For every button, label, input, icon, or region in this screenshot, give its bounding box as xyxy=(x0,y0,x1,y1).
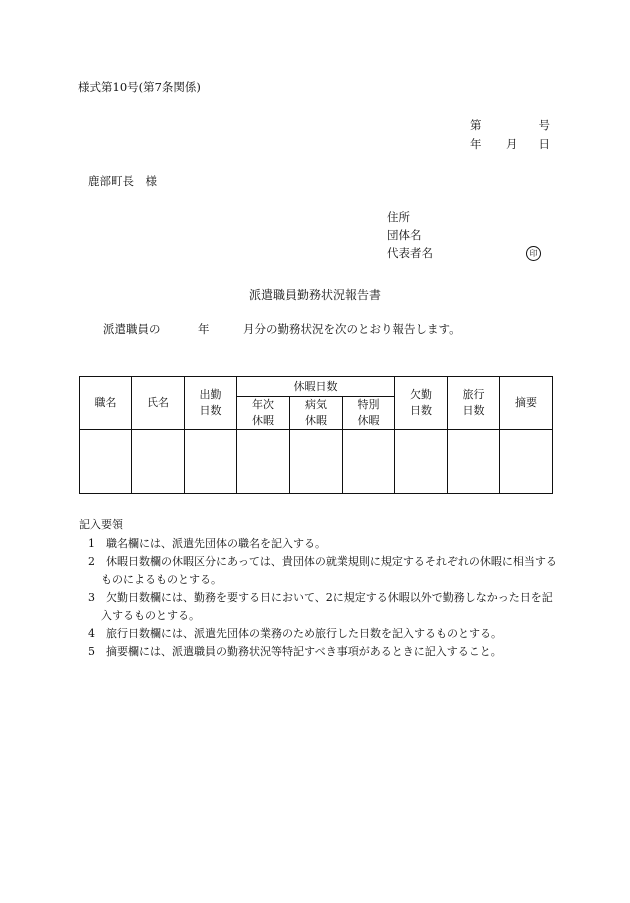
instruction-item: 1 職名欄には、派遣先団体の職名を記入する。 xyxy=(88,537,326,550)
applicant-representative-label: 代表者名 xyxy=(387,246,433,260)
instruction-item: 2 休暇日数欄の休暇区分にあっては、貴団体の就業規則に規定するそれぞれの休暇に相当するものによるものとする。 xyxy=(88,555,557,586)
instruction-item: 4 旅行日数欄には、派遣先団体の業務のため旅行した日数を記入するものとする。 xyxy=(88,627,502,640)
date-month: 月 xyxy=(506,137,518,151)
header-annual-leave: 年次休暇 xyxy=(237,397,290,430)
header-remarks: 摘要 xyxy=(500,377,553,430)
cell-annual-leave[interactable] xyxy=(237,430,290,494)
date-day: 日 xyxy=(538,137,550,151)
instruction-item: 3 欠勤日数欄には、勤務を要する日において、2に規定する休暇以外で勤務しなかった日を記入するものとする。 xyxy=(88,591,553,622)
cell-absence-days[interactable] xyxy=(395,430,448,494)
cell-sick-leave[interactable] xyxy=(290,430,343,494)
cell-remarks[interactable] xyxy=(500,430,553,494)
addressee: 鹿部町長 様 xyxy=(88,174,157,188)
applicant-organization-label: 団体名 xyxy=(387,228,422,242)
header-absence-days: 欠勤日数 xyxy=(395,377,448,430)
document-number-suffix: 号 xyxy=(538,118,550,132)
header-position: 職名 xyxy=(80,377,132,430)
instruction-item: 5 摘要欄には、派遣職員の勤務状況等特記すべき事項があるときに記入すること。 xyxy=(88,645,502,658)
document-number-prefix: 第 xyxy=(470,118,482,132)
cell-travel-days[interactable] xyxy=(448,430,500,494)
seal-mark: 印 xyxy=(526,246,541,261)
form-number: 様式第10号(第7条関係) xyxy=(78,80,201,94)
header-special-leave: 特別休暇 xyxy=(343,397,395,430)
cell-name[interactable] xyxy=(132,430,185,494)
instructions-heading: 記入要領 xyxy=(79,518,123,531)
date-year: 年 xyxy=(470,137,482,151)
cell-special-leave[interactable] xyxy=(343,430,395,494)
table-row xyxy=(80,430,553,494)
work-status-table xyxy=(79,376,553,494)
applicant-address-label: 住所 xyxy=(387,210,410,224)
header-travel-days: 旅行日数 xyxy=(448,377,500,430)
header-sick-leave: 病気休暇 xyxy=(290,397,343,430)
body-text-part1: 派遣職員の xyxy=(103,322,161,336)
instructions xyxy=(79,516,559,661)
cell-position[interactable] xyxy=(80,430,132,494)
document-title: 派遣職員勤務状況報告書 xyxy=(248,288,381,302)
cell-work-days[interactable] xyxy=(185,430,237,494)
body-text-part2: 年 xyxy=(198,322,210,336)
header-work-days: 出勤日数 xyxy=(185,377,237,430)
body-text-part3: 月分の勤務状況を次のとおり報告します。 xyxy=(243,322,461,336)
header-leave-days: 休暇日数 xyxy=(237,377,395,397)
header-name: 氏名 xyxy=(132,377,185,430)
